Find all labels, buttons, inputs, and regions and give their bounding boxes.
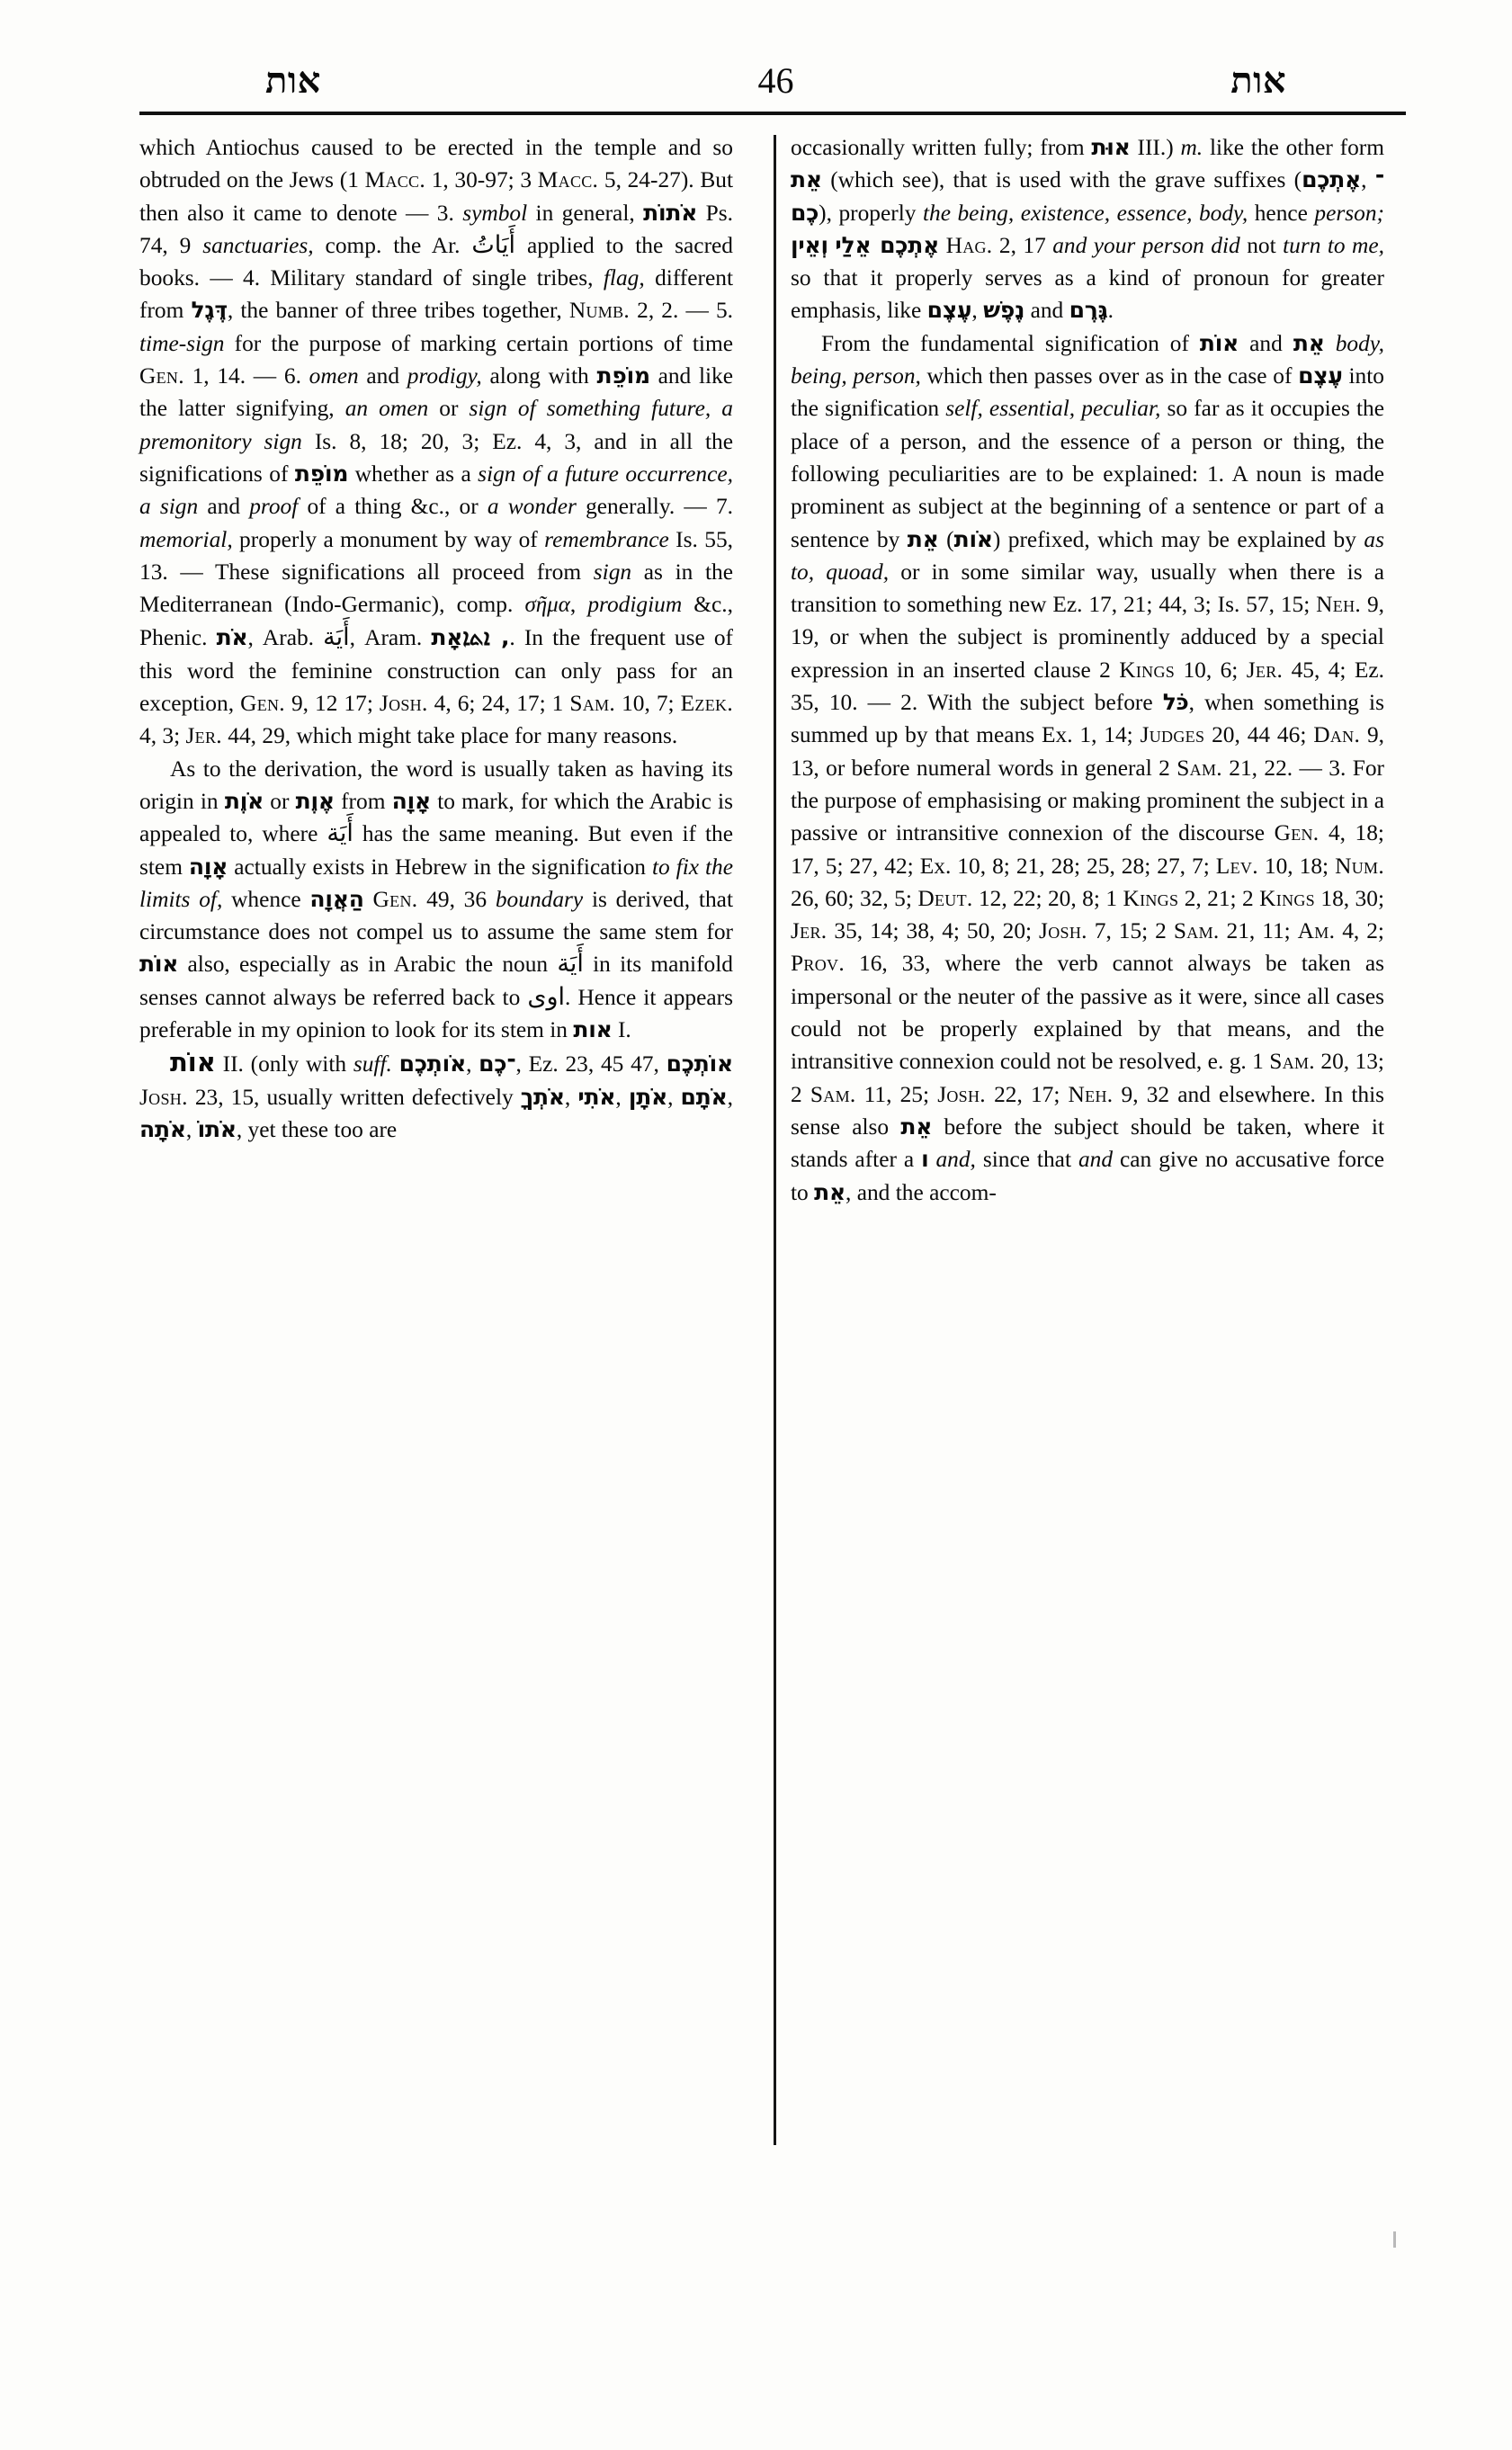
body-text: 45, 4; Ez. 35, 10. — 2. With the subject before xyxy=(791,657,1384,716)
scripture-reference: Jer. xyxy=(791,918,828,944)
emphasis-text: suff. xyxy=(353,1051,392,1077)
scripture-reference: Neh. xyxy=(1316,592,1362,618)
body-text: 5, 24-27). But then also it came to denote — 3. xyxy=(139,167,734,226)
body-text: 1, 14. — 6. xyxy=(183,363,309,389)
scripture-reference: Judges xyxy=(1140,722,1205,748)
body-text: , xyxy=(466,1051,479,1077)
body-text: properly a monument by way of xyxy=(232,526,545,552)
body-text: from xyxy=(334,788,392,814)
emphasis-text: and xyxy=(1078,1147,1114,1173)
arabic-word: أَيَة xyxy=(327,819,353,848)
emphasis-text: sign of something future, a premonitory sign xyxy=(139,396,733,454)
hebrew-word: , ܐܬܐ xyxy=(462,624,510,651)
emphasis-text: memorial, xyxy=(139,526,233,552)
body-text: 9, 32 and elsewhere. In this sense also xyxy=(791,1081,1385,1140)
hebrew-word: אֵת xyxy=(791,166,822,193)
hebrew-word: אֹתָם xyxy=(680,1083,728,1110)
body-text: in its manifold senses cannot always be referred back to xyxy=(139,952,733,1010)
scripture-reference: Jer. xyxy=(1246,657,1284,683)
hebrew-word: אֶתְכֶם xyxy=(1302,166,1362,193)
hebrew-word: עֶצֶם xyxy=(926,297,972,324)
hebrew-word: אֹתָן xyxy=(628,1083,668,1110)
emphasis-text: proof xyxy=(249,494,299,520)
hebrew-word: אֹתְךָ xyxy=(520,1083,565,1110)
body-text: before the subject should be taken, where it stands after a xyxy=(791,1113,1384,1173)
scripture-reference: Sam. xyxy=(1176,755,1222,781)
body-text: 2, 21; 2 xyxy=(1178,885,1260,911)
body-text: 12, 22; 20, 8; 1 xyxy=(972,885,1123,911)
body-text: 21, 22. — 3. For the purpose of emphasising or making prominent the subject in a passive or intransitive connexion of the discourse xyxy=(791,755,1385,846)
emphasis-text: m. xyxy=(1180,135,1203,160)
body-text: or in some similar way, usually when there is a transition to something new Ez. 17, 21; 44, 3; Is. 57, 15; xyxy=(791,559,1384,618)
hebrew-word: אֵת xyxy=(900,1113,933,1140)
body-text: is derived, that circumstance does not compel us to assume the same stem for xyxy=(139,886,733,945)
body-text: whether as a xyxy=(348,460,479,487)
body-text: 20, 44 46; xyxy=(1204,722,1314,748)
scripture-reference: Prov. xyxy=(791,951,845,977)
scripture-reference: Sam. xyxy=(810,1081,856,1107)
body-text: not xyxy=(1239,232,1284,258)
hebrew-word: אוֹתְכֶם xyxy=(666,1051,733,1077)
arabic-word: أَيَة xyxy=(557,950,584,979)
scripture-reference: Sam. xyxy=(569,691,616,717)
scripture-reference: Sam. xyxy=(1269,1049,1315,1075)
hebrew-word: אָת xyxy=(431,624,463,651)
body-text: 23, 15, usually written defectively xyxy=(187,1084,521,1110)
body-text: , when something is summed up by that means Ex. 1, 14; xyxy=(791,690,1384,748)
body-text: 11, 25; xyxy=(855,1081,938,1107)
hebrew-word: גֶּרֶם xyxy=(1069,297,1108,324)
body-text: III.) xyxy=(1130,135,1181,160)
body-text: 9, 19, or when the subject is prominently adduced by a special expression in an inserted clause 2 xyxy=(791,592,1385,683)
scripture-reference: Josh. xyxy=(379,691,428,717)
emphasis-text: prodigium xyxy=(587,592,683,618)
body-text xyxy=(939,233,945,258)
scripture-reference: Num. xyxy=(1335,853,1384,879)
hebrew-word: אֵת xyxy=(814,1178,845,1205)
hebrew-word: אֹתוֹ xyxy=(197,1115,237,1142)
emphasis-text: body, being, person, xyxy=(791,330,1384,389)
body-text: comp. the Ar. xyxy=(313,232,472,258)
body-text: , Arab. xyxy=(247,625,324,651)
body-text: whence xyxy=(222,886,310,912)
hebrew-word: אֹתוֹת xyxy=(643,199,698,226)
scripture-reference: Am. xyxy=(1297,918,1336,944)
hebrew-word: אָוָה xyxy=(391,787,432,814)
body-text: 2, 17 xyxy=(992,232,1053,258)
emphasis-text: time-sign xyxy=(139,330,225,356)
body-text: . In the frequent use of this word the feminine construction can only pass for an exception, xyxy=(139,625,734,717)
body-text: 49, 36 xyxy=(417,886,496,912)
body-text: and xyxy=(1239,330,1293,356)
emphasis-text: flag, xyxy=(603,265,645,291)
body-text: to mark, for which the Arabic is appealed to, where xyxy=(139,788,733,847)
emphasis-text: and your person did xyxy=(1052,232,1240,258)
body-text: , Aram. xyxy=(349,625,432,651)
body-text: in general, xyxy=(527,200,644,226)
emphasis-text: a wonder xyxy=(487,494,577,520)
hebrew-word: אות xyxy=(573,1016,613,1043)
body-text xyxy=(364,887,373,912)
body-text xyxy=(1325,331,1336,356)
body-text: &c., Phenic. xyxy=(139,592,734,651)
body-text: . xyxy=(1107,298,1114,324)
hebrew-word: אֶתְכֶם אֵלַי xyxy=(835,231,940,258)
scripture-reference: Kings xyxy=(1123,885,1179,911)
body-text: , xyxy=(185,1116,198,1142)
left-column xyxy=(139,131,753,1209)
body-text: From the fundamental signification of xyxy=(821,330,1200,356)
body-text: 44, 29, which might take place for many reasons. xyxy=(221,723,678,749)
body-text: 4, 2; xyxy=(1335,918,1384,944)
text-body xyxy=(139,131,1406,1209)
body-text: , yet these too are xyxy=(236,1116,398,1142)
hebrew-word: אוֹת xyxy=(139,951,179,978)
emphasis-text: prodigy, xyxy=(407,363,482,389)
body-text: , xyxy=(727,1084,733,1110)
hebrew-word: אָוָה xyxy=(188,853,228,880)
body-text: , and the accom- xyxy=(845,1179,997,1205)
body-text: so far as it occupies the place of a person, and the essence of a person or thing, the following peculiarities are to be explained: 1. A noun is made prominent as subject at the beginning of a sentence or part of a sentence by xyxy=(791,396,1384,552)
emphasis-text: the being, existence, essence, body, xyxy=(922,200,1248,226)
running-head-right-word: אות xyxy=(1230,60,1286,101)
arabic-word: أَيَاتُ xyxy=(471,230,516,259)
emphasis-text: as to, quoad, xyxy=(791,526,1384,585)
emphasis-text: symbol xyxy=(462,200,528,226)
hebrew-word: אֶוֶת xyxy=(295,787,335,814)
paragraph xyxy=(139,131,733,753)
body-text: which then passes over as in the case of xyxy=(920,363,1299,389)
body-text: hence xyxy=(1248,200,1315,226)
hebrew-word: אֹתָה xyxy=(139,1115,186,1142)
scripture-reference: Gen. xyxy=(240,691,285,717)
body-text: , xyxy=(615,1084,629,1110)
paragraph xyxy=(791,131,1384,327)
scripture-reference: Dan. xyxy=(1313,722,1361,748)
body-text: Is. 8, 18; 20, 3; Ez. 4, 3, and in all the significations of xyxy=(139,428,733,487)
body-text: ), properly xyxy=(819,200,923,226)
hebrew-word: הַאֲוָה xyxy=(309,885,364,912)
hebrew-word: נֶפֶשׁ xyxy=(983,297,1025,324)
paragraph xyxy=(139,753,733,1047)
body-text: , xyxy=(667,1084,681,1110)
body-text: 4, 6; 24, 17; 1 xyxy=(427,691,570,717)
body-text: and xyxy=(1024,298,1069,324)
body-text: I. xyxy=(612,1017,631,1043)
body-text: so that it properly serves as a kind of pronoun for greater emphasis, like xyxy=(791,265,1384,324)
scripture-reference: Gen. xyxy=(139,363,184,389)
body-text: of a thing &c., or xyxy=(298,494,488,520)
body-text: and xyxy=(358,363,407,389)
arabic-word: أَيَة xyxy=(323,623,350,652)
body-text: (which see), that is used with the grave suffixes ( xyxy=(821,167,1302,193)
body-text: , xyxy=(971,298,984,324)
hebrew-word: מוֹפֵת xyxy=(294,460,349,487)
header-rule xyxy=(139,112,1406,115)
scripture-reference: Josh. xyxy=(1039,918,1087,944)
emphasis-text: to fix the limits of, xyxy=(139,854,733,912)
greek-word: σῆμα xyxy=(524,593,570,618)
arabic-word: اوى xyxy=(527,982,566,1011)
hebrew-word: עֶצֶם xyxy=(1298,362,1343,389)
body-text xyxy=(392,1051,399,1077)
emphasis-text: sign of a future occurrence, a sign xyxy=(139,460,733,520)
hebrew-word: ־כֶם xyxy=(791,166,1384,226)
hebrew-word: אֹתִי xyxy=(577,1083,616,1110)
body-text: . Hence it appears preferable in my opinion to look for its stem in xyxy=(139,984,733,1043)
running-head xyxy=(139,43,1403,99)
body-text: 4, 18; 17, 5; 27, 42; Ex. 10, 8; 21, 28; 25, 28; 27, 7; xyxy=(791,820,1384,879)
body-text: also, especially as in Arabic the noun xyxy=(178,952,558,978)
body-text: into the signification xyxy=(791,363,1384,422)
body-text: for the purpose of marking certain portions of time xyxy=(224,330,733,356)
page-number: 46 xyxy=(757,60,794,101)
emphasis-text: sign xyxy=(593,559,632,585)
hebrew-word: אֹותְכֶם xyxy=(398,1051,467,1077)
scripture-reference: Ezek. xyxy=(680,691,733,717)
body-text: 7, 15; 2 xyxy=(1087,918,1174,944)
body-text: 1, 30-97; 3 xyxy=(425,167,538,193)
scripture-reference: Gen. xyxy=(372,886,418,912)
body-text: , Ez. 23, 45 47, xyxy=(515,1051,667,1077)
scripture-reference: Kings xyxy=(1259,885,1315,911)
hebrew-word: אוֹת xyxy=(1199,329,1239,356)
body-text: 10, 18; xyxy=(1257,853,1336,879)
scripture-reference: Jer. xyxy=(185,723,222,749)
scripture-reference: Josh. xyxy=(139,1084,188,1110)
emphasis-text: and, xyxy=(935,1147,976,1173)
body-text: occasionally written fully; from xyxy=(791,135,1092,160)
body-text: As to the derivation, the word is usually taken as having its origin in xyxy=(139,756,733,814)
emphasis-text: sanctuaries, xyxy=(202,232,314,258)
body-text: and xyxy=(198,494,250,520)
scripture-reference: Deut. xyxy=(917,885,973,911)
scripture-reference: Numb. xyxy=(568,298,631,324)
hebrew-word: ו xyxy=(921,1146,929,1173)
body-text: can give no accusative force to xyxy=(791,1147,1385,1205)
emphasis-text: omen xyxy=(309,363,359,389)
body-text: along with xyxy=(481,363,597,389)
body-text: since that xyxy=(975,1147,1078,1173)
emphasis-text: boundary xyxy=(495,886,584,912)
body-text: , xyxy=(1361,167,1375,193)
hebrew-word: מוֹפֵת xyxy=(596,362,650,389)
body-text: 9, 13, or before numeral words in general 2 xyxy=(791,722,1385,781)
right-column xyxy=(753,131,1384,1209)
hebrew-word: אֵת xyxy=(1293,329,1325,356)
scripture-reference: Neh. xyxy=(1068,1081,1114,1107)
body-text: like the other form xyxy=(1203,135,1384,160)
scripture-reference: Macc. xyxy=(537,167,599,193)
running-head-left-word: אות xyxy=(265,60,321,101)
hebrew-word: אֹוֶת xyxy=(224,787,264,814)
scripture-reference: Josh. xyxy=(937,1081,986,1107)
body-text: 2, 2. — 5. xyxy=(630,298,733,324)
scripture-reference: Hag. xyxy=(945,232,993,258)
body-text: 16, 33, where the verb cannot always be taken as impersonal or the neuter of the passive as it were, since all cases could not be properly explained by that means, and the intransitive connexion could not be resolved, e. g. 1 xyxy=(791,951,1384,1075)
body-text: ) prefixed, which may be explained by xyxy=(992,526,1364,552)
scripture-reference: Kings xyxy=(1119,657,1176,683)
body-text: 18, 30; xyxy=(1314,885,1385,911)
body-text: 22, 17; xyxy=(985,1081,1069,1107)
emphasis-text: turn to me, xyxy=(1283,232,1384,258)
body-text: which Antiochus caused to be erected in the temple and so obtruded on the Jews (1 xyxy=(139,135,733,193)
body-text: II. (only with xyxy=(215,1051,353,1077)
scripture-reference: Gen. xyxy=(1274,820,1320,846)
body-text: Ps. 74, 9 xyxy=(139,200,733,258)
scripture-reference: Sam. xyxy=(1173,918,1220,944)
hebrew-word: כֹּל xyxy=(1162,689,1189,716)
paragraph xyxy=(791,327,1384,1209)
body-text: different from xyxy=(139,265,734,324)
scan-artifact-mark xyxy=(1393,2231,1396,2248)
body-text: ( xyxy=(938,526,954,552)
hebrew-headword: אוֹת xyxy=(170,1047,216,1078)
emphasis-text: person; xyxy=(1314,200,1384,226)
body-text: or xyxy=(428,396,470,422)
body-text: or xyxy=(264,788,296,814)
hebrew-word: וְאֵין xyxy=(791,231,828,258)
hebrew-word: אֹת xyxy=(216,624,248,651)
body-text: Is. 55, 13. — These significations all proceed from xyxy=(139,526,733,585)
emphasis-text: an omen xyxy=(344,396,429,422)
emphasis-text: self, essential, peculiar, xyxy=(945,396,1161,422)
hebrew-word: אוּת xyxy=(1091,134,1131,160)
scripture-reference: Macc. xyxy=(364,167,426,193)
body-text: 20, 13; 2 xyxy=(791,1049,1384,1107)
body-text: and like the latter signifying, xyxy=(139,363,734,422)
hebrew-word: דֶּגֶל xyxy=(191,297,228,324)
body-text: 35, 14; 38, 4; 50, 20; xyxy=(827,918,1040,944)
body-text: 9, 12 17; xyxy=(284,691,380,717)
body-text: actually exists in Hebrew in the signification xyxy=(228,854,652,880)
body-text: , xyxy=(564,1084,578,1110)
body-text: 4, 3; xyxy=(139,723,186,749)
scripture-reference: Lev. xyxy=(1215,853,1258,879)
emphasis-text: remembrance xyxy=(544,526,669,552)
body-text: , xyxy=(569,592,588,618)
hebrew-word: אֹות xyxy=(953,525,993,552)
hebrew-word: אֵת xyxy=(907,525,939,552)
body-text: generally. — 7. xyxy=(576,494,734,520)
body-text: 26, 60; 32, 5; xyxy=(791,885,918,911)
body-text: applied to the sacred books. — 4. Military standard of single tribes, xyxy=(139,232,733,291)
body-text: 21, 11; xyxy=(1219,918,1298,944)
body-text: , the banner of three tribes together, xyxy=(227,298,569,324)
body-text: has the same meaning. But even if the stem xyxy=(139,821,733,880)
body-text: 10, 6; xyxy=(1175,657,1247,683)
body-text: 10, 7; xyxy=(615,691,681,717)
body-text: as in the Mediterranean (Indo-Germanic), comp. xyxy=(139,559,733,618)
hebrew-word: ־כֶם xyxy=(479,1051,516,1077)
paragraph xyxy=(139,1046,733,1146)
